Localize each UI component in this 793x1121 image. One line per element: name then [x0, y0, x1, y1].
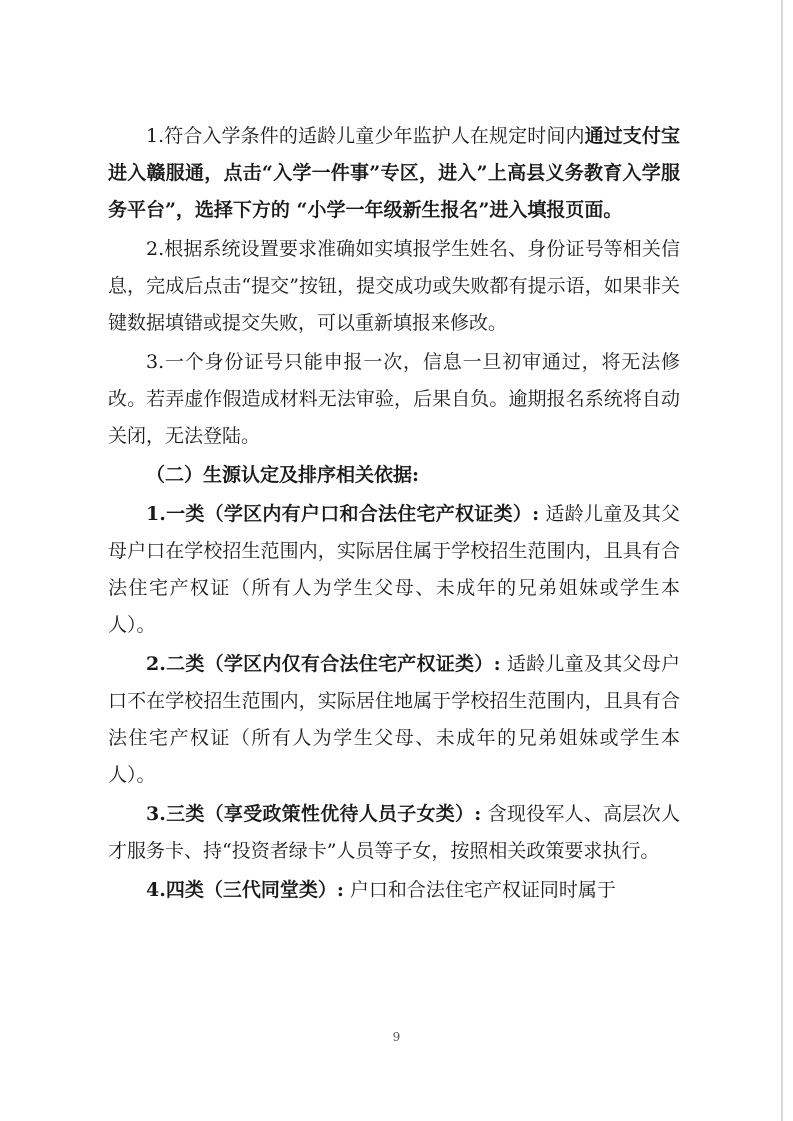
- item-2-text: 适龄儿童及其父母户口不在学校招生范围内，实际居住地属于学校招生范围内，且具有合法住宅产权证（所有人为学生父母、未成年的兄弟姐妹或学生本人）。: [108, 653, 680, 786]
- item-1: [108, 496, 680, 644]
- item-3-text: 含现役军人、高层次人才服务卡、持“投资者绿卡”人员等子女，按照相关政策要求执行。: [108, 803, 680, 862]
- item-2: [108, 646, 680, 794]
- scan-edge-line: [781, 0, 783, 1121]
- paragraph-2-text: 2.根据系统设置要求准确如实填报学生姓名、身份证号等相关信息，完成后点击“提交”按钮，提交成功或失败都有提示语，如果非关键数据填错或提交失败，可以重新填报来修改。: [108, 238, 680, 334]
- paragraph-3-text: 3.一个身份证号只能申报一次，信息一旦初审通过，将无法修改。若弄虚作假造成材料无法审验，后果自负。逾期报名系统将自动关闭，无法登陆。: [108, 351, 680, 447]
- item-3: [108, 796, 680, 870]
- paragraph-1: [108, 118, 680, 229]
- page-content: [108, 118, 680, 911]
- item-4: [108, 872, 680, 909]
- paragraph-1-bold: 通过支付宝进入赣服通，点击“入学一件事”专区，进入”上高县义务教育入学服务平台”，选择下方的 “小学一年级新生报名”进入填报页面。: [108, 125, 680, 221]
- paragraph-3: [108, 344, 680, 455]
- item-3-title: 3.三类（享受政策性优待人员子女类）:: [146, 803, 482, 825]
- paragraph-2: [108, 231, 680, 342]
- item-4-title: 4.四类（三代同堂类）:: [146, 879, 344, 901]
- paragraph-1-text: 1.符合入学条件的适龄儿童少年监护人在规定时间内: [146, 125, 585, 147]
- item-1-text: 适龄儿童及其父母户口在学校招生范围内，实际居住属于学校招生范围内，且具有合法住宅产权证（所有人为学生父母、未成年的兄弟姐妹或学生本人）。: [108, 503, 680, 636]
- item-4-text: 户口和合法住宅产权证同时属于: [343, 879, 616, 901]
- section-heading: （二）生源认定及排序相关依据:: [146, 464, 420, 486]
- item-2-title: 2.二类（学区内仅有合法住宅产权证类）:: [146, 653, 501, 675]
- item-1-title: 1.一类（学区内有户口和合法住宅产权证类）:: [146, 503, 540, 525]
- page-number: 9: [392, 1030, 401, 1044]
